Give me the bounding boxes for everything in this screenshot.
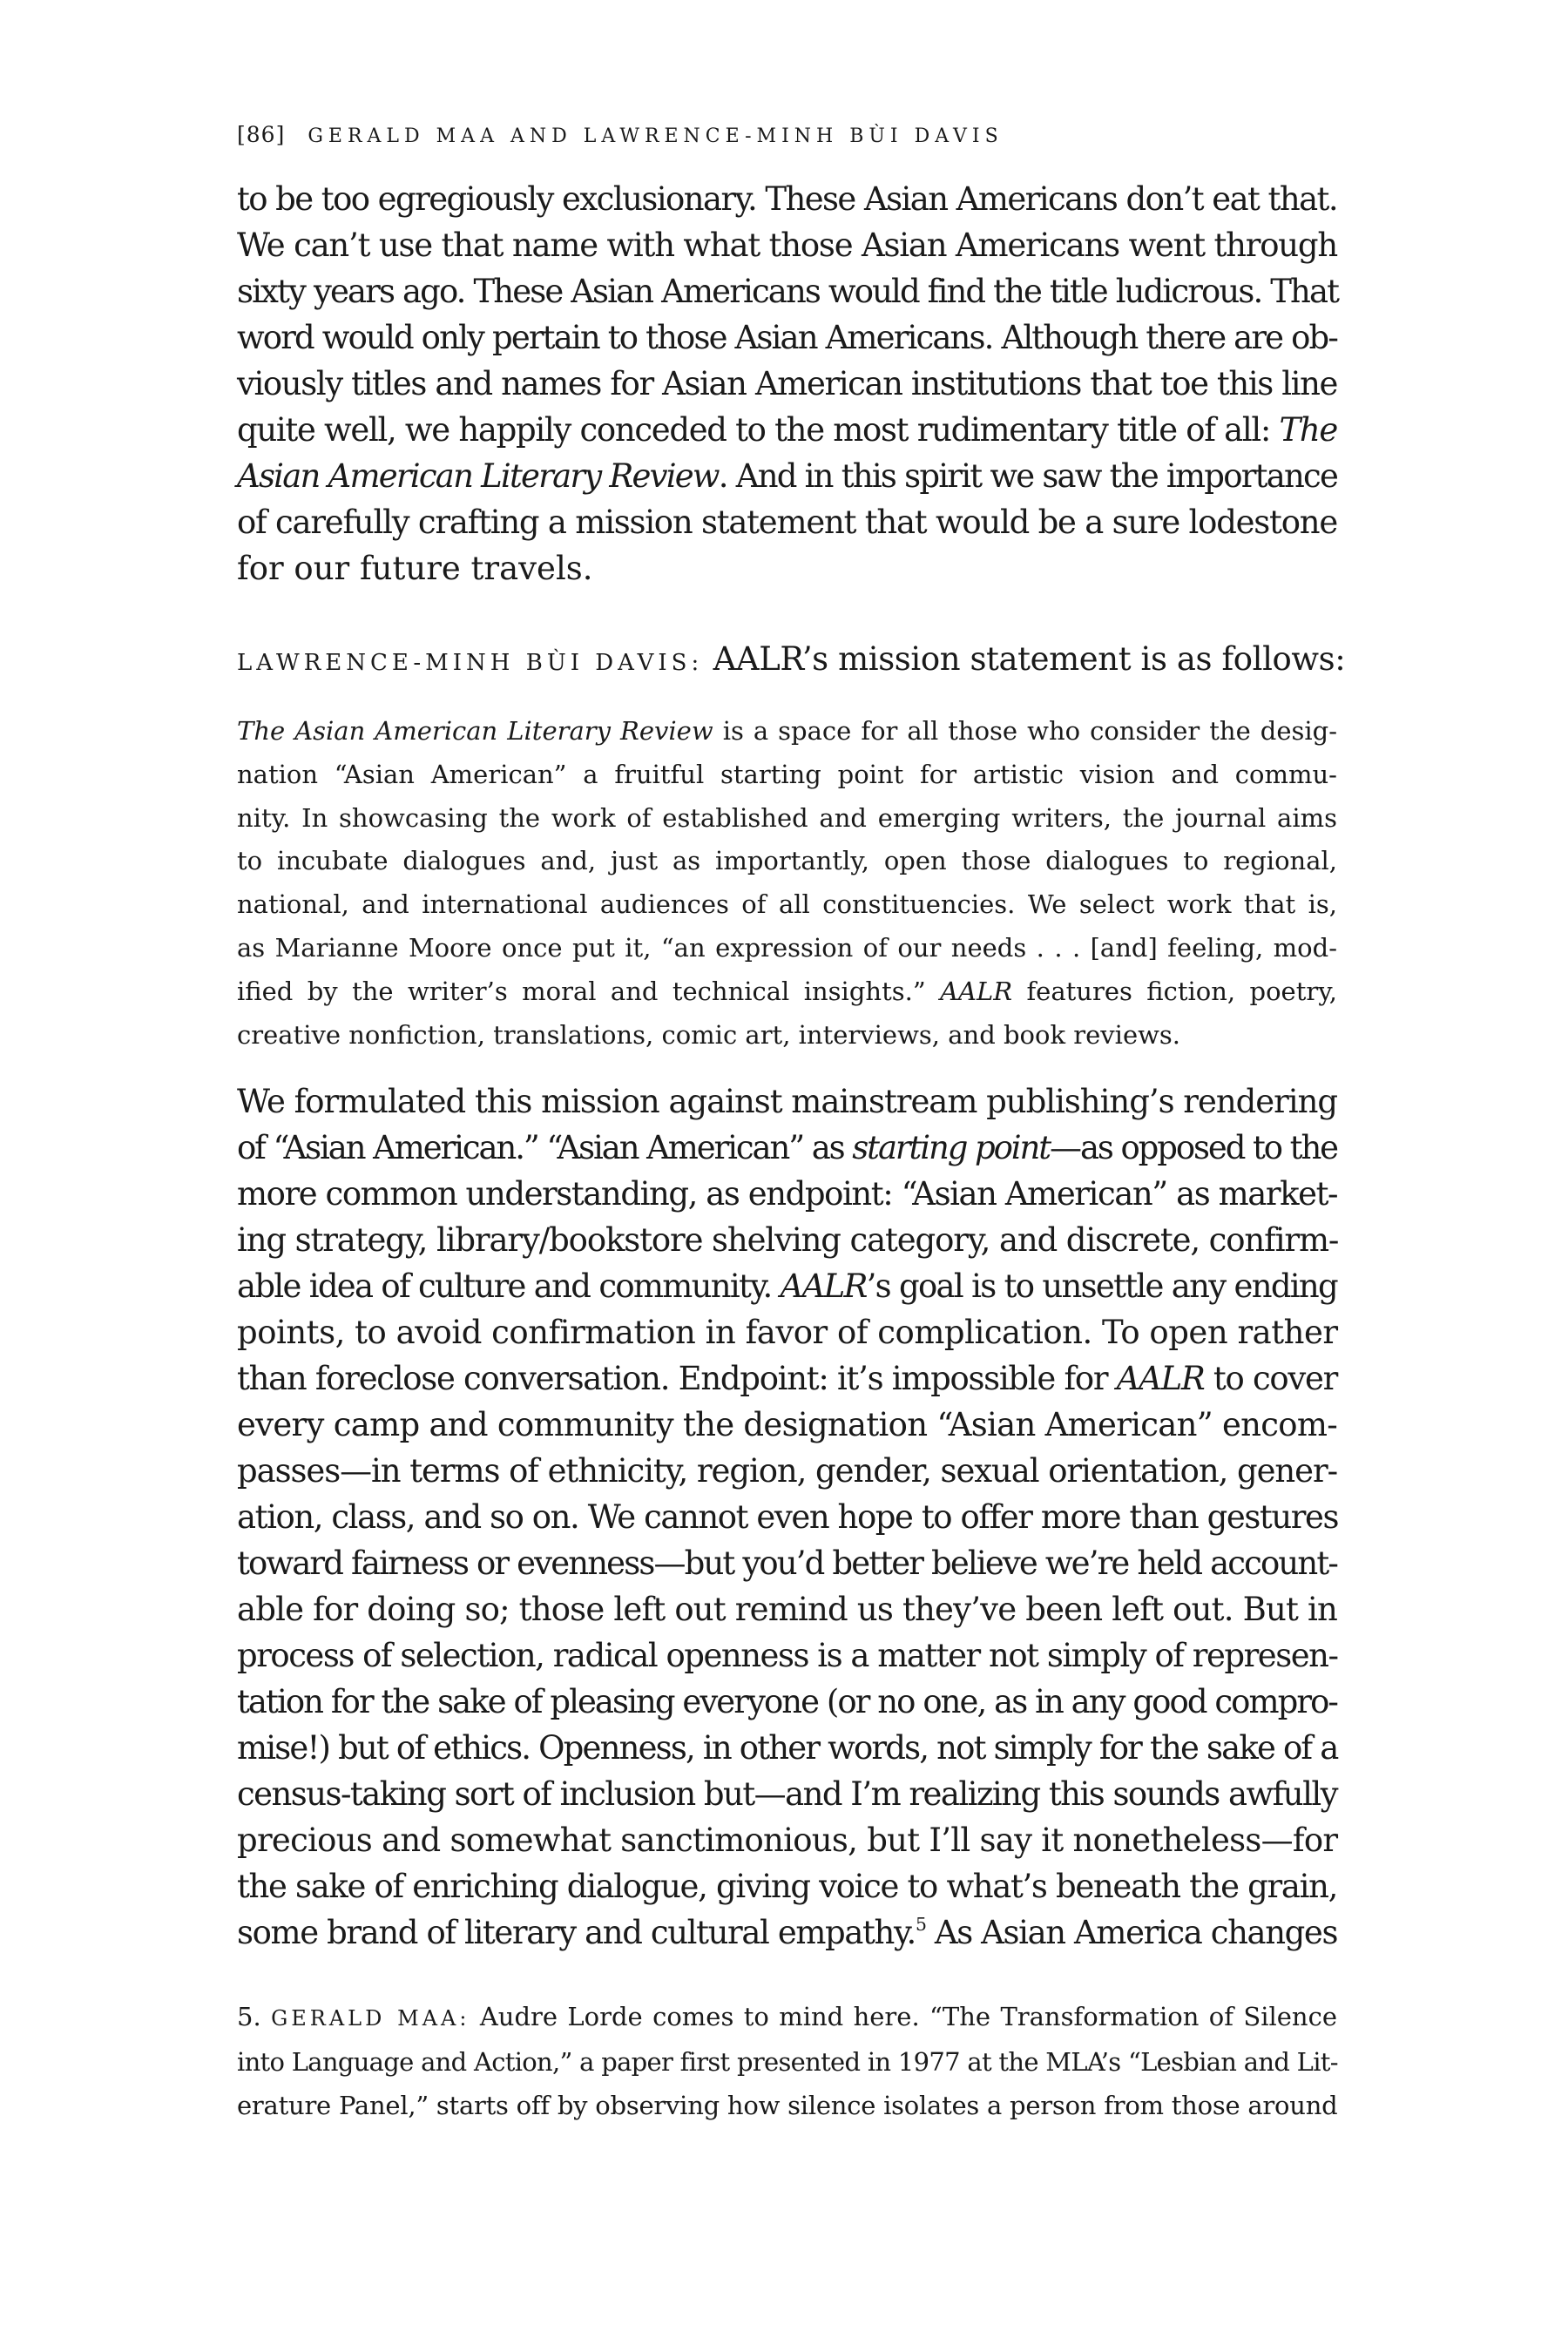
paragraph-1 xyxy=(237,176,1337,591)
text-line: tation for the sake of pleasing everyone (or no one, as in any good compro- xyxy=(237,1683,1337,1720)
text-line: nation “Asian American” a fruitful starting point for artistic vision and commu- xyxy=(237,759,1337,789)
speaker-text: AALR’s mission statement is as follows: xyxy=(713,640,1346,678)
footnote-reference[interactable]: 5 xyxy=(915,1913,926,1935)
text-line: sixty years ago. These Asian Americans would find the title ludicrous. That xyxy=(237,273,1339,310)
text-line: points, to avoid confirmation in favor of complication. To open rather xyxy=(237,1314,1338,1351)
text-line: national, and international audiences of all constituencies. We select work that is, xyxy=(237,889,1337,920)
aalr-italic: AALR xyxy=(940,976,1013,1006)
text-line: toward fairness or evenness—but you’d better believe we’re held account- xyxy=(237,1544,1337,1582)
text-line: for our future travels. xyxy=(237,550,593,587)
text-fragment: able idea of culture and community. xyxy=(237,1267,781,1305)
text-line: viously titles and names for Asian American institutions that toe this line xyxy=(237,365,1338,402)
footnote-speaker: GERALD MAA: xyxy=(271,2006,470,2031)
text-line: every camp and community the designation “Asian American” encom- xyxy=(237,1406,1337,1443)
text-fragment: some brand of literary and cultural empathy. xyxy=(237,1914,916,1951)
mission-statement-blockquote xyxy=(237,710,1337,1057)
text-line: to incubate dialogues and, just as importantly, open those dialogues to regional, xyxy=(237,846,1337,876)
text-line: passes—in terms of ethnicity, region, gender, sexual orientation, gener- xyxy=(237,1452,1337,1490)
text-line xyxy=(237,1263,1337,1309)
text-line: process of selection, radical openness is a matter not simply of represen- xyxy=(237,1637,1338,1674)
text-line: to be too egregiously exclusionary. These Asian Americans don’t eat that. xyxy=(237,180,1338,218)
text-fragment: than foreclose conversation. Endpoint: it’s impossible for xyxy=(237,1360,1117,1397)
text-line xyxy=(237,1355,1337,1402)
starting-point-italic: starting point xyxy=(852,1129,1051,1166)
text-line xyxy=(237,453,1337,499)
running-head xyxy=(237,122,1337,150)
footnote-5 xyxy=(237,1995,1337,2127)
text-fragment: quite well, we happily conceded to the most rudimentary title of all: xyxy=(237,411,1271,449)
text-fragment: is a space for all those who consider the desig- xyxy=(713,716,1337,746)
text-line: the sake of enriching dialogue, giving voice to what’s beneath the grain, xyxy=(237,1868,1337,1905)
aalr-italic: AALR xyxy=(780,1267,867,1305)
speaker-line xyxy=(237,636,1346,686)
text-fragment: to cover xyxy=(1204,1360,1337,1397)
text-fragment: Audre Lorde comes to mind here. “The Transformation of Silence xyxy=(470,2002,1338,2031)
text-fragment: ified by the writer’s moral and technical insights.” xyxy=(237,976,926,1006)
text-line xyxy=(237,1995,1337,2040)
text-fragment: ’s goal is to unsettle any ending xyxy=(866,1267,1338,1305)
text-line: ing strategy, library/bookstore shelving category, and discrete, confirm- xyxy=(237,1221,1339,1259)
text-line: ation, class, and so on. We cannot even hope to offer more than gestures xyxy=(237,1498,1339,1536)
speaker-line-text xyxy=(237,636,1346,686)
text-line: into Language and Action,” a paper first presented in 1977 at the MLA’s “Lesbian and Lit- xyxy=(237,2047,1338,2077)
text-line xyxy=(237,407,1337,453)
journal-title-italic: Asian American Literary Review xyxy=(237,457,719,495)
text-fragment: —as opposed to the xyxy=(1050,1129,1337,1166)
journal-title-italic: The xyxy=(1279,411,1337,449)
text-fragment: As Asian America changes xyxy=(925,1914,1338,1951)
aalr-italic: AALR xyxy=(1116,1360,1205,1397)
text-line xyxy=(237,1125,1337,1171)
text-line: mise!) but of ethics. Openness, in other words, not simply for the sake of a xyxy=(237,1729,1338,1767)
text-line: creative nonfiction, translations, comic art, interviews, and book reviews. xyxy=(237,1019,1181,1050)
text-line: We can’t use that name with what those Asian Americans went through xyxy=(237,226,1337,264)
text-fragment: . And in this spirit we saw the importance xyxy=(718,457,1338,495)
text-line: of carefully crafting a mission statement that would be a sure lodestone xyxy=(237,504,1337,541)
journal-title-italic: The Asian American Literary Review xyxy=(237,716,713,746)
text-fragment: of “Asian American.” “Asian American” as xyxy=(237,1129,853,1166)
text-line: as Marianne Moore once put it, “an expression of our needs . . . [and] feeling, mod- xyxy=(237,932,1337,963)
paragraph-2 xyxy=(237,1078,1337,1956)
text-line: nity. In showcasing the work of established and emerging writers, the journal aims xyxy=(237,802,1337,833)
text-line xyxy=(237,970,1337,1014)
text-line: erature Panel,” starts off by observing how silence isolates a person from those around xyxy=(237,2091,1338,2120)
text-line: able for doing so; those left out remind us they’ve been left out. But in xyxy=(237,1591,1337,1628)
text-fragment: features fiction, poetry, xyxy=(1012,976,1337,1006)
text-line xyxy=(237,710,1337,754)
running-head-authors: GERALD MAA AND LAWRENCE-MINH BÙI DAVIS xyxy=(308,125,1004,147)
text-line: precious and somewhat sanctimonious, but I’ll say it nonetheless—for xyxy=(237,1821,1338,1859)
text-line: We formulated this mission against mainstream publishing’s rendering xyxy=(237,1083,1338,1120)
page-number: [86] xyxy=(237,122,286,147)
speaker-name: LAWRENCE-MINH BÙI DAVIS: xyxy=(237,650,704,676)
text-line: word would only pertain to those Asian Americans. Although there are ob- xyxy=(237,319,1337,356)
text-line: more common understanding, as endpoint: “Asian American” as market- xyxy=(237,1175,1338,1213)
text-line: census-taking sort of inclusion but—and I’m realizing this sounds awfully xyxy=(237,1775,1337,1813)
text-line xyxy=(237,1909,1337,1956)
footnote-number: 5. xyxy=(237,2002,261,2031)
